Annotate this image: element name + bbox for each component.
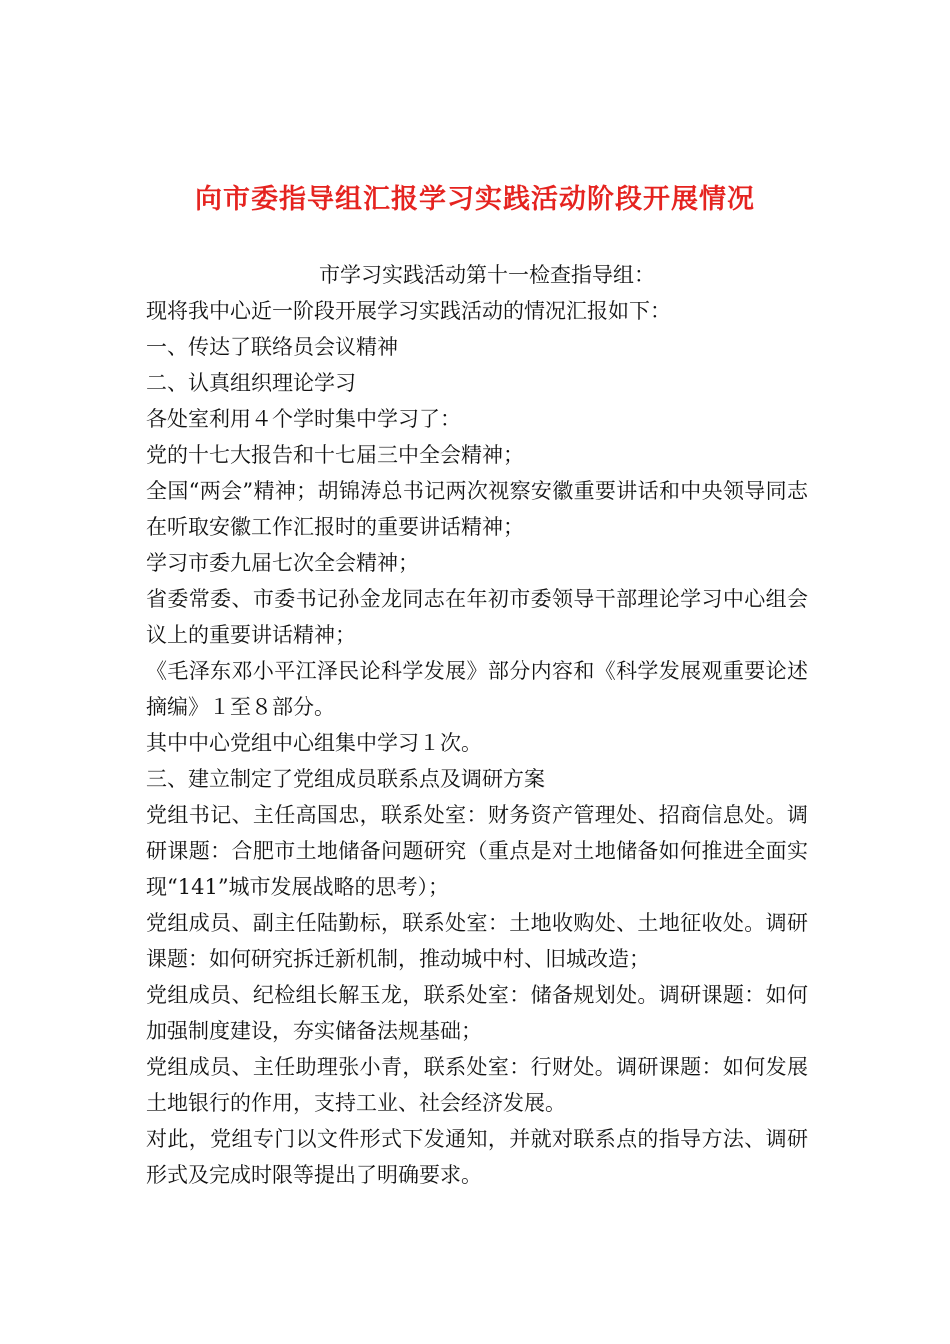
paragraph: 学习市委九届七次全会精神； xyxy=(146,551,419,575)
section-heading-1: 一、传达了联络员会议精神 xyxy=(146,335,398,359)
salutation: 市学习实践活动第十一检查指导组： xyxy=(319,263,655,287)
paragraph: 《毛泽东邓小平江泽民论科学发展》部分内容和《科学发展观重要论述摘编》１至８部分。 xyxy=(146,659,808,719)
paragraph: 党组成员、纪检组长解玉龙，联系处室：储备规划处。调研课题：如何加强制度建设，夯实储备法规基础； xyxy=(146,983,808,1043)
paragraph: 省委常委、市委书记孙金龙同志在年初市委领导干部理论学习中心组会议上的重要讲话精神； xyxy=(146,587,808,647)
paragraph: 党组书记、主任高国忠，联系处室：财务资产管理处、招商信息处。调研课题：合肥市土地储备问题研究（重点是对土地储备如何推进全面实现“141”城市发展战略的思考）； xyxy=(146,803,808,899)
paragraph: 党组成员、主任助理张小青，联系处室：行财处。调研课题：如何发展土地银行的作用，支持工业、社会经济发展。 xyxy=(146,1055,808,1115)
intro-paragraph: 现将我中心近一阶段开展学习实践活动的情况汇报如下： xyxy=(146,299,671,323)
paragraph: 全国“两会”精神；胡锦涛总书记两次视察安徽重要讲话和中央领导同志在听取安徽工作汇报时的重要讲话精神； xyxy=(146,479,808,539)
paragraph: 党的十七大报告和十七届三中全会精神； xyxy=(146,443,524,467)
section-heading-3: 三、建立制定了党组成员联系点及调研方案 xyxy=(146,767,545,791)
paragraph: 其中中心党组中心组集中学习１次。 xyxy=(146,731,482,755)
document-title: 向市委指导组汇报学习实践活动阶段开展情况 xyxy=(195,184,755,215)
paragraph: 党组成员、副主任陆勤标，联系处室：土地收购处、土地征收处。调研课题：如何研究拆迁新机制，推动城中村、旧城改造； xyxy=(146,911,808,971)
section-heading-2: 二、认真组织理论学习 xyxy=(146,371,356,395)
paragraph: 各处室利用４个学时集中学习了： xyxy=(146,407,461,431)
document-body xyxy=(146,257,808,1193)
paragraph: 对此，党组专门以文件形式下发通知，并就对联系点的指导方法、调研形式及完成时限等提出了明确要求。 xyxy=(146,1127,808,1187)
